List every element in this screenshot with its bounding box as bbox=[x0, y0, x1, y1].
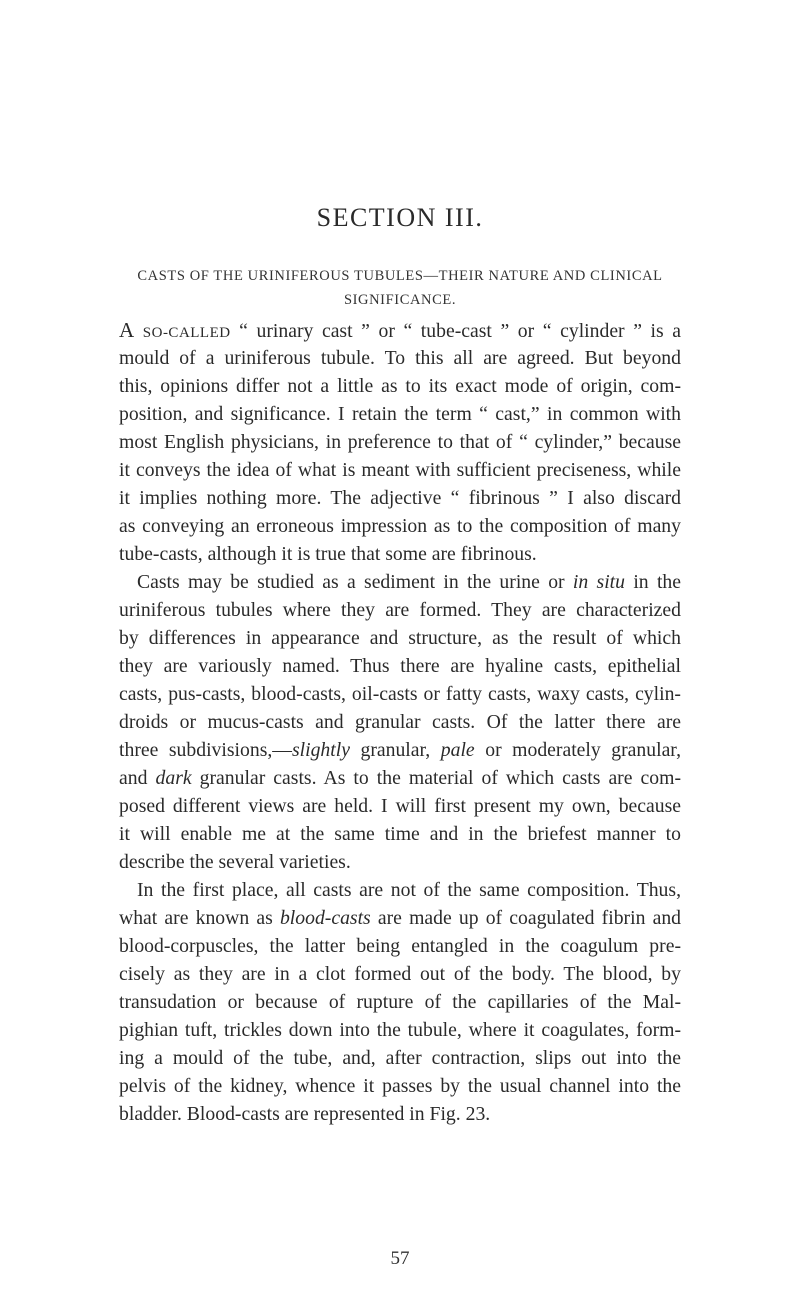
body-line: cisely as they are in a clot formed out of the body. The blood, by bbox=[119, 963, 681, 985]
section-title: SECTION III. bbox=[316, 203, 484, 232]
body-line: they are variously named. Thus there are hyaline casts, epithelial bbox=[119, 655, 681, 677]
body-line: casts, pus-casts, blood-casts, oil-casts or fatty casts, waxy casts, cylin- bbox=[119, 683, 681, 705]
body-line: uriniferous tubules where they are formed. They are characterized bbox=[119, 599, 681, 621]
body-line: this, opinions differ not a little as to its exact mode of origin, com- bbox=[119, 375, 681, 397]
body-line: describe the several varieties. bbox=[119, 851, 351, 873]
chapter-title-line-2: SIGNIFICANCE. bbox=[343, 292, 457, 308]
body-line: mould of a uriniferous tubule. To this all are agreed. But beyond bbox=[119, 347, 681, 369]
body-line: position, and significance. I retain the term “ cast,” in common with bbox=[119, 403, 681, 425]
body-line: it conveys the idea of what is meant with sufficient preciseness, while bbox=[119, 459, 681, 481]
body-line: droids or mucus-casts and granular casts. Of the latter there are bbox=[119, 711, 681, 733]
body-line: as conveying an erroneous impression as to the composition of many bbox=[119, 515, 681, 537]
page-number: 57 bbox=[390, 1248, 410, 1269]
body-line: what are known as blood-casts are made up of coagulated fibrin and bbox=[119, 907, 682, 929]
body-line: tube-casts, although it is true that some are fibrinous. bbox=[119, 543, 537, 565]
body-line: bladder. Blood-casts are represented in Fig. 23. bbox=[119, 1103, 491, 1125]
chapter-title-line-1: CASTS OF THE URINIFEROUS TUBULES—THEIR NATURE AND CLINICAL bbox=[137, 268, 663, 284]
body-line: it will enable me at the same time and in the briefest manner to bbox=[119, 823, 681, 845]
body-line: pighian tuft, trickles down into the tubule, where it coagulates, form- bbox=[119, 1019, 681, 1041]
body-line: transudation or because of rupture of the capillaries of the Mal- bbox=[119, 991, 681, 1013]
body-line: pelvis of the kidney, whence it passes by the usual channel into the bbox=[119, 1075, 681, 1097]
body-line: blood-corpuscles, the latter being entangled in the coagulum pre- bbox=[119, 935, 681, 957]
body-line: posed different views are held. I will first present my own, because bbox=[119, 795, 681, 817]
body-line: A SO-CALLED “ urinary cast ” or “ tube-cast ” or “ cylinder ” is a bbox=[119, 318, 681, 342]
chapter-title bbox=[120, 264, 680, 312]
body-line: most English physicians, in preference to that of “ cylinder,” because bbox=[119, 431, 681, 453]
body-line: Casts may be studied as a sediment in the urine or in situ in the bbox=[137, 571, 681, 593]
body-line: by differences in appearance and structure, as the result of which bbox=[119, 627, 681, 649]
body-line: three subdivisions,—slightly granular, pale or moderately granular, bbox=[119, 739, 681, 761]
body-line: it implies nothing more. The adjective “ fibrinous ” I also discard bbox=[119, 487, 681, 509]
body-line: In the first place, all casts are not of the same composition. Thus, bbox=[137, 879, 681, 901]
body-line: and dark granular casts. As to the material of which casts are com- bbox=[119, 767, 681, 789]
body-line: ing a mould of the tube, and, after contraction, slips out into the bbox=[119, 1047, 681, 1069]
body-text bbox=[119, 316, 681, 1128]
